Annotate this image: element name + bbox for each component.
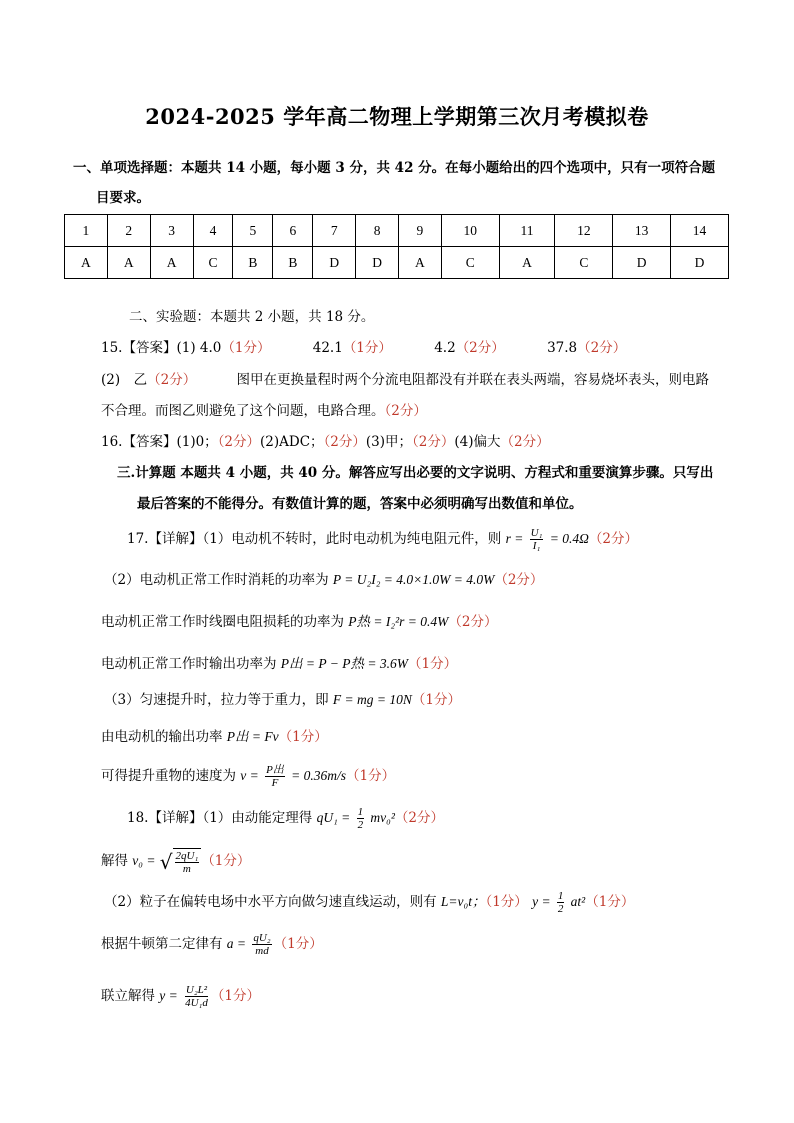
q15-score-2: （1分） [342, 340, 392, 356]
q18-line-3 [104, 890, 634, 915]
page-title: 2024-2025 学年高二物理上学期第三次月考模拟卷 [145, 104, 649, 129]
q15-value-3: 4.2 [434, 340, 456, 356]
question-number-cell: 12 [555, 215, 613, 247]
q16-answer-3: (3)甲； [365, 434, 413, 450]
q17-line-5-text: （3）匀速提升时，拉力等于重力，即 [104, 692, 329, 708]
question-number-cell: 7 [313, 215, 356, 247]
q18-line-2-text: 解得 [101, 853, 128, 870]
q17-line-4-text: 电动机正常工作时输出功率为 [101, 656, 277, 672]
q17-line-6 [101, 729, 328, 745]
question-number-cell: 8 [356, 215, 399, 247]
q18-eq2-numerator: 2qU₁ [175, 850, 199, 862]
q17-eq6: P出 = Fv [226, 729, 279, 744]
q18-score-5: （1分） [210, 988, 260, 1005]
answer-cell: C [441, 247, 499, 279]
q16-score-2: （2分） [323, 434, 366, 450]
q18-eq4-fraction [252, 932, 271, 957]
q15-score-4: （2分） [577, 340, 627, 356]
q18-eq3-fraction [557, 890, 565, 915]
q18-eq5-fraction [184, 984, 209, 1009]
q17-score-5: （1分） [411, 692, 461, 708]
answer-table [64, 214, 729, 279]
q18-eq2-denominator: m [182, 863, 191, 876]
q15-score-1: （1分） [221, 340, 271, 356]
section1-heading-cont: 目要求。 [96, 190, 150, 206]
answer-table-answer-row [65, 247, 729, 279]
q18-eq3-2-left: y = [532, 894, 551, 910]
q17-eq1-right: = 0.4Ω [549, 531, 589, 547]
section2-heading: 二、实验题：本题共 2 小题，共 18 分。 [129, 309, 375, 325]
q15-score-3: （2分） [455, 340, 505, 356]
question-number-cell: 9 [398, 215, 441, 247]
q18-score-3a: （1分） [485, 894, 528, 911]
answer-cell: C [555, 247, 613, 279]
q15-part2-label: (2) 乙 [101, 372, 148, 388]
q16-score-3: （2分） [412, 434, 455, 450]
q17-line-7-text: 可得提升重物的速度为 [101, 768, 236, 785]
q18-score-1: （2分） [394, 810, 444, 827]
answer-cell: C [193, 247, 233, 279]
q15-part2-text: 图甲在更换量程时两个分流电阻都没有并联在表头两端，容易烧坏表头，则电路 [236, 372, 710, 388]
q18-eq2-fraction [175, 850, 200, 875]
q17-eq7-numerator: P出 [266, 764, 284, 776]
q18-line-5 [101, 984, 260, 1009]
q18-eq1-numerator: 1 [357, 806, 364, 818]
sqrt-icon: √ [159, 849, 173, 874]
q18-line-3-text: （2）粒子在偏转电场中水平方向做匀速直线运动，则有 [104, 894, 437, 911]
answer-cell: A [398, 247, 441, 279]
q15-value-4: 37.8 [547, 340, 578, 356]
q16-score-1: （2分） [217, 434, 261, 450]
q17-score-3: （2分） [448, 614, 498, 630]
question-number-cell: 10 [441, 215, 499, 247]
q18-eq2-sqrt [160, 848, 202, 875]
q18-eq5-numerator: U₂L² [185, 984, 208, 996]
q17-line-3 [101, 614, 497, 630]
q17-eq3: P热 = I₂²r = 0.4W [348, 614, 449, 629]
q17-eq1-denominator: I₁ [532, 540, 541, 553]
q18-eq4-numerator: qU₂ [253, 932, 271, 944]
q16-score-4: （2分） [500, 434, 550, 450]
q18-score-3b: （1分） [585, 894, 635, 911]
q18-eq4-denominator: md [255, 945, 269, 958]
q17-eq4: P出 = P − P热 = 3.6W [280, 656, 408, 671]
q17-score-1: （2分） [588, 531, 638, 548]
q17-score-7: （1分） [345, 768, 396, 785]
q18-eq4-left: a = [226, 936, 247, 952]
q18-line-4 [101, 932, 323, 957]
q15-answer-line [101, 340, 626, 356]
q18-line-5-text: 联立解得 [101, 988, 155, 1005]
q18-line-2 [101, 848, 250, 875]
q17-line-4 [101, 656, 457, 672]
q18-score-4: （1分） [273, 936, 323, 953]
q18-eq3-denominator: 2 [557, 903, 564, 916]
q18-eq5-left: y = [159, 988, 178, 1004]
question-number-cell: 5 [233, 215, 273, 247]
q15-part2-text2: 不合理。而图乙则避免了这个问题，电路合理。 [101, 403, 385, 419]
section1-heading: 一、单项选择题：本题共 14 小题，每小题 3 分，共 42 分。在每小题给出的四个选项中，只有一项符合题 [73, 160, 716, 176]
q17-eq1-numerator: U₁ [530, 527, 543, 539]
q17-eq7-right: = 0.36m/s [291, 768, 346, 784]
q15-label: 15.【答案】(1) 4.0 [101, 340, 222, 356]
question-number-cell: 14 [671, 215, 729, 247]
question-number-cell: 3 [150, 215, 193, 247]
q18-eq1-denominator: 2 [357, 819, 364, 832]
answer-cell: A [150, 247, 193, 279]
q17-eq7-fraction [265, 764, 285, 789]
q17-eq7-left: v = [240, 768, 259, 784]
question-number-cell: 11 [499, 215, 555, 247]
q17-line-2 [104, 572, 543, 588]
answer-table-number-row [65, 215, 729, 247]
question-number-cell: 13 [613, 215, 671, 247]
q17-line-7 [101, 764, 395, 789]
q17-line-5 [104, 692, 461, 708]
section3-heading-cont: 最后答案的不能得分。有数值计算的题，答案中必须明确写出数值和单位。 [137, 496, 583, 512]
answer-cell: D [313, 247, 356, 279]
answer-cell: B [273, 247, 313, 279]
answer-cell: A [107, 247, 150, 279]
question-number-cell: 6 [273, 215, 313, 247]
question-number-cell: 1 [65, 215, 108, 247]
q17-score-2: （2分） [494, 572, 544, 588]
q16-answer-1: 16.【答案】(1)0； [101, 434, 218, 450]
q15-part2-score2: （2分） [384, 403, 427, 419]
q18-line-4-text: 根据牛顿第二定律有 [101, 936, 223, 953]
q18-eq3-2-right: at² [570, 894, 586, 910]
q18-score-2: （1分） [201, 853, 251, 870]
answer-cell: D [613, 247, 671, 279]
q17-score-4: （1分） [408, 656, 458, 672]
q18-eq3-1: L=v₀t； [440, 894, 486, 910]
q18-line-1-text: 18.【详解】（1）由动能定理得 [127, 810, 313, 827]
q16-answer-line [101, 434, 550, 450]
q17-score-6: （1分） [278, 729, 328, 745]
answer-cell: B [233, 247, 273, 279]
q17-line-2-text: （2）电动机正常工作时消耗的功率为 [104, 572, 329, 588]
q17-eq5: F = mg = 10N [332, 692, 412, 707]
question-number-cell: 2 [107, 215, 150, 247]
q18-eq2-left: v₀ = [132, 853, 156, 869]
q17-line-1-text: 17.【详解】（1）电动机不转时，此时电动机为纯电阻元件，则 [127, 531, 502, 548]
q15-value-2: 42.1 [312, 340, 343, 356]
q16-answer-4: (4)偏大 [454, 434, 501, 450]
answer-cell: A [499, 247, 555, 279]
q17-eq7-denominator: F [271, 777, 279, 790]
q16-answer-2: (2)ADC； [260, 434, 324, 450]
q17-eq1-left: r = [505, 531, 524, 547]
q18-eq3-numerator: 1 [557, 890, 564, 902]
q15-part2-line [101, 372, 709, 388]
q17-eq2: P = U₂I₂ = 4.0×1.0W = 4.0W [332, 572, 495, 587]
answer-cell: A [65, 247, 108, 279]
q17-line-6-text: 由电动机的输出功率 [101, 729, 223, 745]
q18-eq1-left: qU₁ = [316, 810, 351, 826]
q18-eq1-right: mv₀² [370, 810, 395, 826]
question-number-cell: 4 [193, 215, 233, 247]
q15-part2-score: （2分） [147, 372, 197, 388]
q17-eq1-fraction [530, 527, 544, 552]
answer-cell: D [671, 247, 729, 279]
answer-cell: D [356, 247, 399, 279]
q17-line-3-text: 电动机正常工作时线圈电阻损耗的功率为 [101, 614, 344, 630]
q17-line-1 [127, 527, 638, 552]
q18-eq1-fraction [357, 806, 365, 831]
section3-heading: 三.计算题 本题共 4 小题，共 40 分。解答应写出必要的文字说明、方程式和重要演算步骤。只写出 [117, 465, 714, 481]
q15-part2-line2 [101, 403, 427, 419]
q18-eq5-denominator: 4U₁d [185, 997, 208, 1010]
q18-line-1 [127, 806, 444, 831]
